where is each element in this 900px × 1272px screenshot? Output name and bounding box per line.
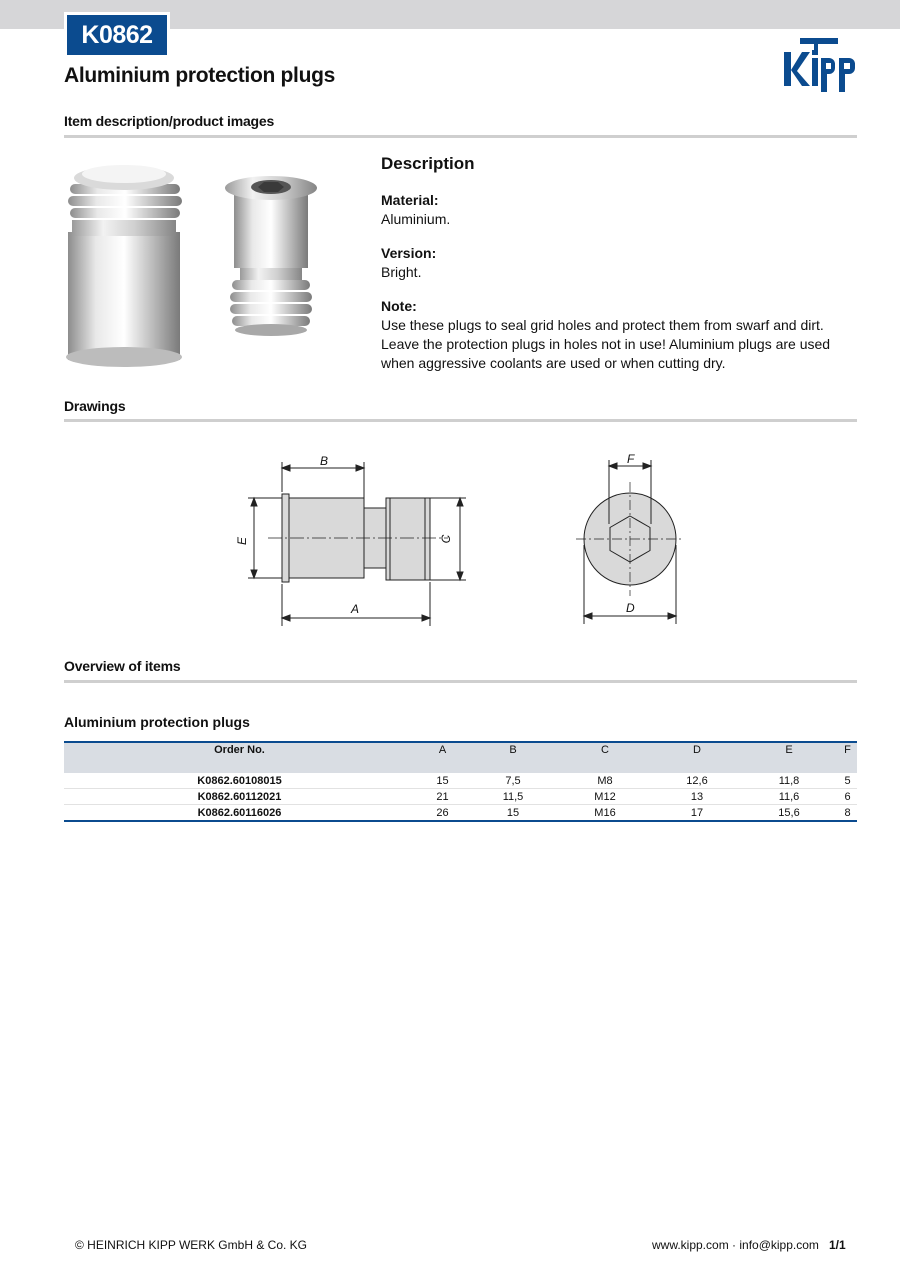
cell-f: 6 bbox=[838, 789, 857, 805]
product-image bbox=[62, 152, 332, 372]
order-number: K0862.60108015 bbox=[64, 773, 415, 789]
cell-b: 7,5 bbox=[470, 773, 556, 789]
note-text-2: Leave the protection plugs in holes not in use! Aluminium plugs are used when aggressive coolants are used or when cutting dry. bbox=[381, 336, 831, 371]
order-number: K0862.60116026 bbox=[197, 806, 282, 819]
items-table bbox=[64, 741, 857, 822]
cell-d: 12,6 bbox=[654, 773, 740, 789]
table-row bbox=[64, 789, 857, 805]
cell-a: 15 bbox=[415, 773, 470, 789]
cell-b: 15 bbox=[506, 806, 520, 819]
section-divider bbox=[64, 419, 857, 422]
dimension-label-e: E bbox=[235, 536, 249, 546]
description-panel bbox=[381, 154, 851, 388]
cell-c: M16 bbox=[594, 806, 616, 819]
column-header-a: A bbox=[415, 742, 470, 773]
dimension-label-b: B bbox=[320, 454, 329, 468]
cell-f: 5 bbox=[838, 773, 857, 789]
column-header-c: C bbox=[556, 742, 654, 773]
section-heading-item-description: Item description/product images bbox=[64, 113, 275, 129]
order-number: K0862.60112021 bbox=[64, 789, 415, 805]
cell-d: 17 bbox=[690, 806, 704, 819]
column-header-d: D bbox=[654, 742, 740, 773]
version-value: Bright. bbox=[381, 264, 422, 280]
table-title: Aluminium protection plugs bbox=[64, 714, 250, 730]
footer-page-number: 1/1 bbox=[829, 1238, 846, 1252]
section-heading-overview: Overview of items bbox=[64, 658, 181, 674]
technical-drawing-side-view bbox=[235, 450, 478, 632]
cell-e: 11,6 bbox=[740, 789, 838, 805]
cell-a: 21 bbox=[415, 789, 470, 805]
dimension-label-c: C bbox=[439, 534, 453, 544]
cell-e: 11,8 bbox=[740, 773, 838, 789]
version-label: Version: bbox=[381, 245, 437, 261]
cell-c: M8 bbox=[556, 773, 654, 789]
description-heading: Description bbox=[381, 154, 475, 173]
dimension-label-d: D bbox=[626, 601, 635, 615]
section-heading-drawings: Drawings bbox=[64, 398, 126, 414]
column-header-e: E bbox=[740, 742, 838, 773]
note-label: Note: bbox=[381, 298, 417, 314]
note-text-1: Use these plugs to seal grid holes and protect them from swarf and dirt. bbox=[381, 317, 824, 333]
technical-drawing-front-view bbox=[572, 450, 692, 632]
cell-e: 15,6 bbox=[778, 806, 800, 819]
table-header-row bbox=[64, 742, 857, 773]
cell-c: M12 bbox=[556, 789, 654, 805]
brand-logo bbox=[784, 36, 858, 94]
table-row bbox=[64, 805, 857, 822]
material-value: Aluminium. bbox=[381, 211, 451, 227]
cell-d: 13 bbox=[654, 789, 740, 805]
product-code-badge bbox=[64, 12, 170, 58]
section-divider bbox=[64, 135, 857, 138]
cell-f: 8 bbox=[844, 806, 851, 819]
column-header-order-no: Order No. bbox=[64, 742, 415, 773]
column-header-f: F bbox=[838, 742, 857, 773]
dimension-label-f: F bbox=[627, 452, 635, 466]
product-code: K0862 bbox=[67, 15, 167, 55]
footer-contact: www.kipp.com · info@kipp.com bbox=[652, 1238, 819, 1252]
dimension-label-a: A bbox=[351, 602, 360, 616]
table-row bbox=[64, 773, 857, 789]
column-header-b: B bbox=[470, 742, 556, 773]
material-label: Material: bbox=[381, 192, 439, 208]
cell-b: 11,5 bbox=[470, 789, 556, 805]
section-divider bbox=[64, 680, 857, 683]
cell-a: 26 bbox=[436, 806, 449, 819]
page-title: Aluminium protection plugs bbox=[64, 64, 336, 87]
footer-copyright: © HEINRICH KIPP WERK GmbH & Co. KG bbox=[75, 1238, 307, 1252]
